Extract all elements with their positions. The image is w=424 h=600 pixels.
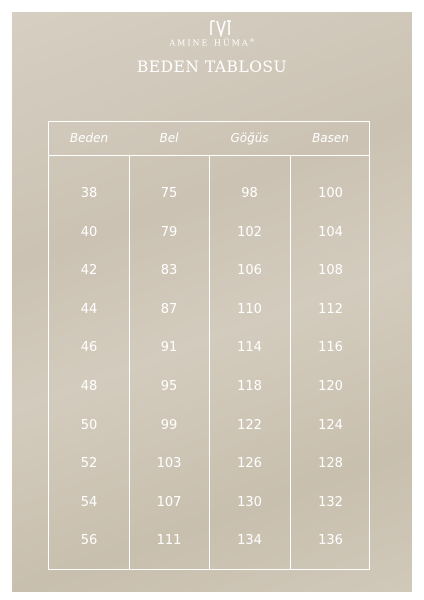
table-cell: 48 bbox=[80, 379, 98, 394]
brand-name-text: AMINE HÜMA bbox=[169, 38, 250, 48]
table-cell: 106 bbox=[237, 263, 262, 279]
registered-mark: ® bbox=[249, 38, 255, 44]
table-cell: 54 bbox=[80, 494, 98, 510]
table-cell: 95 bbox=[160, 379, 178, 394]
table-cell: 83 bbox=[160, 263, 178, 279]
table-cell: 38 bbox=[80, 186, 98, 201]
brand-monogram-icon bbox=[209, 19, 233, 37]
table-cell: 128 bbox=[318, 456, 343, 472]
table-cell: 114 bbox=[237, 340, 262, 356]
column-header: Beden bbox=[69, 131, 109, 145]
table-cell: 46 bbox=[80, 340, 98, 356]
table-cell: 75 bbox=[160, 186, 178, 201]
table-cell: 56 bbox=[80, 533, 98, 549]
table-cell: 134 bbox=[237, 533, 262, 549]
table-cell: 44 bbox=[80, 301, 98, 317]
table-cell: 100 bbox=[318, 186, 343, 201]
table-cell: 107 bbox=[156, 494, 182, 510]
table-cell: 99 bbox=[160, 417, 178, 433]
size-chart-card bbox=[12, 12, 412, 592]
size-table bbox=[48, 121, 370, 570]
table-cell: 110 bbox=[237, 301, 262, 317]
page-title: BEDEN TABLOSU bbox=[136, 58, 288, 76]
table-cell: 104 bbox=[318, 224, 343, 240]
column-header: Bel bbox=[159, 131, 179, 145]
column-header: Basen bbox=[312, 131, 349, 145]
table-cell: 136 bbox=[318, 533, 343, 549]
table-cell: 132 bbox=[318, 494, 343, 510]
table-cell: 103 bbox=[156, 456, 182, 472]
table-cell: 124 bbox=[318, 417, 343, 433]
table-cell: 98 bbox=[241, 186, 258, 201]
table-cell: 42 bbox=[80, 263, 98, 279]
table-cell: 116 bbox=[318, 340, 343, 356]
table-cell: 118 bbox=[237, 379, 262, 394]
table-cell: 111 bbox=[156, 533, 182, 549]
table-cell: 130 bbox=[237, 494, 262, 510]
column-header: Göğüs bbox=[230, 131, 269, 145]
table-cell: 52 bbox=[80, 456, 98, 472]
table-cell: 120 bbox=[318, 379, 343, 394]
table-cell: 40 bbox=[80, 224, 98, 240]
table-cell: 102 bbox=[237, 224, 262, 240]
table-cell: 126 bbox=[237, 456, 262, 472]
table-cell: 87 bbox=[160, 301, 178, 317]
table-cell: 91 bbox=[160, 340, 178, 356]
table-cell: 122 bbox=[237, 417, 262, 433]
table-cell: 108 bbox=[318, 263, 343, 279]
brand-name bbox=[12, 38, 412, 48]
table-cell: 79 bbox=[160, 224, 178, 240]
table-cell: 112 bbox=[318, 301, 343, 317]
table-cell: 50 bbox=[80, 417, 98, 433]
